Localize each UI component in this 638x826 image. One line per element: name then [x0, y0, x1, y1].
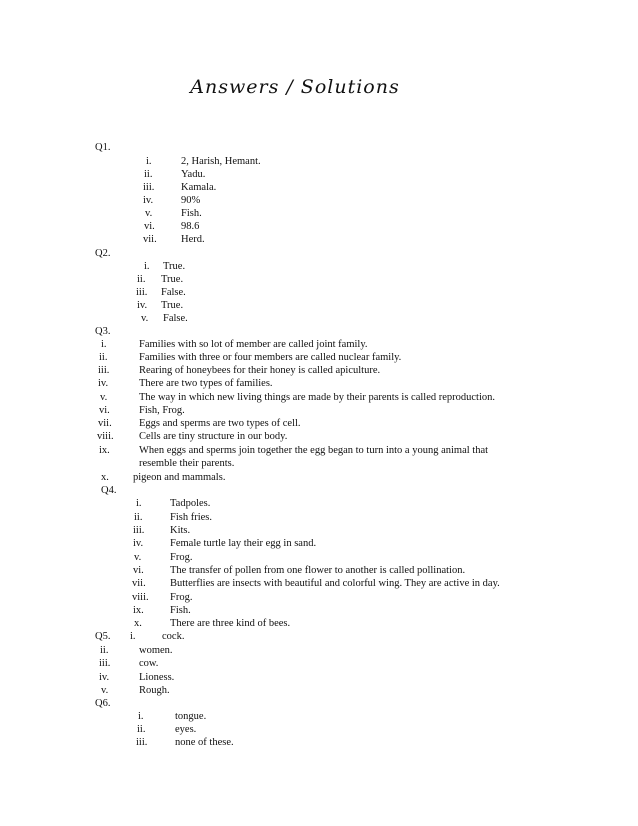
q5-item-4-text: Lioness. — [139, 672, 175, 683]
q5-item-4-num: iv. — [99, 672, 110, 683]
q5-item-2-text: women. — [139, 645, 173, 656]
q1-item-6-num: vi. — [144, 221, 155, 232]
q1-item-1-text: 2, Harish, Hemant. — [181, 156, 261, 167]
q3-item-8-text: Cells are tiny structure in our body. — [139, 431, 288, 442]
q4-item-10-num: x. — [134, 618, 142, 629]
q4-item-3-text: Kits. — [170, 525, 191, 536]
q4-label: Q4. — [101, 485, 117, 496]
q6-item-1-num: i. — [138, 711, 144, 722]
q4-item-3-num: iii. — [133, 525, 145, 536]
q5-item-1-num: i. — [130, 631, 136, 642]
q5-item-3-num: iii. — [99, 658, 111, 669]
q6-item-2-num: ii. — [137, 724, 146, 735]
q2-item-3-text: False. — [161, 287, 186, 298]
q4-item-2-text: Fish fries. — [170, 512, 212, 523]
q1-item-2-text: Yadu. — [181, 169, 206, 180]
q3-item-6-text: Fish, Frog. — [139, 405, 185, 416]
q1-item-1-num: i. — [146, 156, 152, 167]
q3-item-7-text: Eggs and sperms are two types of cell. — [139, 418, 301, 429]
q4-item-6-num: vi. — [133, 565, 144, 576]
q3-item-9-text: When eggs and sperms join together the egg began to turn into a young animal that — [139, 445, 489, 456]
q6-item-3-num: iii. — [136, 737, 148, 748]
q4-item-6-text: The transfer of pollen from one flower to another is called pollination. — [170, 565, 466, 576]
q4-item-8-num: viii. — [132, 592, 149, 603]
q1-item-5-num: v. — [145, 208, 153, 219]
q3-item-4-num: iv. — [98, 378, 109, 389]
q1-item-5-text: Fish. — [181, 208, 202, 219]
q2-item-4-num: iv. — [137, 300, 148, 311]
q6-item-2-text: eyes. — [175, 724, 197, 735]
q4-item-4-num: iv. — [133, 538, 144, 549]
q3-label: Q3. — [95, 326, 111, 337]
q3-item-5-text: The way in which new living things are made by their parents is called reproduction. — [139, 392, 496, 403]
page-title-text: Answers / Solutions — [190, 76, 400, 98]
q3-item-5-num: v. — [100, 392, 108, 403]
q1-item-6-text: 98.6 — [181, 221, 200, 232]
q1-item-4-text: 90% — [181, 195, 201, 206]
q6-item-1-text: tongue. — [175, 711, 207, 722]
q2-label: Q2. — [95, 248, 111, 259]
q4-item-9-text: Fish. — [170, 605, 191, 616]
q4-item-5-text: Frog. — [170, 552, 193, 563]
q4-item-1-num: i. — [136, 498, 142, 509]
q2-item-1-text: True. — [163, 261, 186, 272]
q1-item-4-num: iv. — [143, 195, 154, 206]
q4-item-9-num: ix. — [133, 605, 144, 616]
q4-item-5-num: v. — [134, 552, 142, 563]
q3-item-9-continuation: resemble their parents. — [139, 458, 235, 469]
q3-item-7-num: vii. — [98, 418, 112, 429]
q3-item-4-text: There are two types of families. — [139, 378, 273, 389]
q3-item-3-text: Rearing of honeybees for their honey is called apiculture. — [139, 365, 381, 376]
q3-item-10-text: pigeon and mammals. — [133, 472, 226, 483]
q3-item-1-num: i. — [101, 339, 107, 350]
q5-item-5-num: v. — [101, 685, 109, 696]
q3-item-1-text: Families with so lot of member are called joint family. — [139, 339, 368, 350]
q4-item-1-text: Tadpoles. — [170, 498, 211, 509]
q3-item-2-num: ii. — [99, 352, 108, 363]
q1-label: Q1. — [95, 142, 111, 153]
q4-item-10-text: There are three kind of bees. — [170, 618, 291, 629]
q5-item-5-text: Rough. — [139, 685, 170, 696]
q5-item-1-text: cock. — [162, 631, 185, 642]
q2-item-1-num: i. — [144, 261, 150, 272]
q3-item-2-text: Families with three or four members are called nuclear family. — [139, 352, 402, 363]
q6-item-3-text: none of these. — [175, 737, 234, 748]
q3-item-10-num: x. — [101, 472, 109, 483]
q4-item-2-num: ii. — [134, 512, 143, 523]
q1-item-3-num: iii. — [143, 182, 155, 193]
q3-item-6-num: vi. — [99, 405, 110, 416]
q5-label: Q5. — [95, 631, 111, 642]
q1-item-7-text: Herd. — [181, 234, 205, 245]
q4-item-7-text: Butterflies are insects with beautiful and colorful wing. They are active in day. — [170, 578, 500, 589]
q2-item-3-num: iii. — [136, 287, 148, 298]
q2-item-5-num: v. — [141, 313, 149, 324]
q5-item-2-num: ii. — [100, 645, 109, 656]
q3-item-3-num: iii. — [98, 365, 110, 376]
q2-item-2-num: ii. — [137, 274, 146, 285]
q1-item-3-text: Kamala. — [181, 182, 217, 193]
q4-item-8-text: Frog. — [170, 592, 193, 603]
q4-item-7-num: vii. — [132, 578, 146, 589]
q2-item-4-text: True. — [161, 300, 184, 311]
q3-item-9-num: ix. — [99, 445, 110, 456]
page-title — [0, 76, 638, 98]
q4-item-4-text: Female turtle lay their egg in sand. — [170, 538, 317, 549]
q2-item-2-text: True. — [161, 274, 184, 285]
q1-item-2-num: ii. — [144, 169, 153, 180]
q5-item-3-text: cow. — [139, 658, 159, 669]
q2-item-5-text: False. — [163, 313, 188, 324]
q3-item-8-num: viii. — [97, 431, 114, 442]
q1-item-7-num: vii. — [143, 234, 157, 245]
q6-label: Q6. — [95, 698, 111, 709]
